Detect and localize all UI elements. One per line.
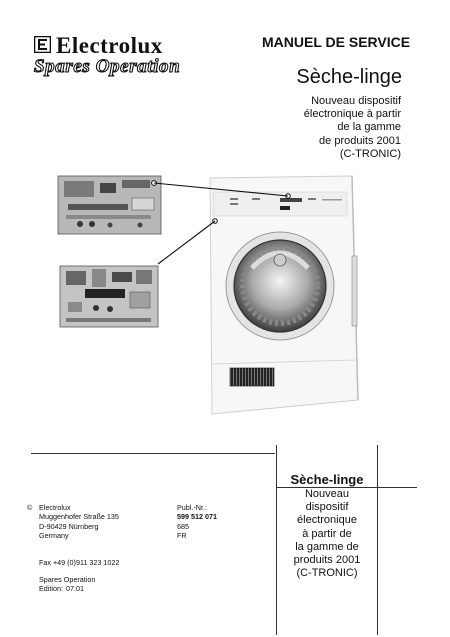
pub-code: 685 — [177, 521, 189, 531]
box-line: électronique — [297, 514, 357, 527]
box-line: Nouveau — [304, 488, 350, 500]
brand-name: Electrolux — [56, 33, 163, 58]
box-description — [278, 488, 376, 580]
box-rule — [377, 445, 378, 635]
manual-title: MANUEL DE SERVICE — [262, 34, 411, 50]
edition-label: Edition: — [39, 584, 63, 594]
description-line: de produits 2001 — [319, 134, 401, 147]
circuit-board-top — [58, 176, 161, 234]
box-line: produits 2001 — [293, 554, 361, 567]
footer-rule — [377, 487, 417, 488]
box-line: dispositif — [305, 501, 349, 514]
description-line: (C-TRONIC) — [339, 147, 401, 160]
brand-subtitle: Spares Operation — [34, 56, 181, 77]
circuit-board-bottom — [60, 266, 158, 327]
publication-info — [177, 503, 217, 541]
address-line: Muggenhofer Straße 135 — [39, 512, 119, 522]
fax-number: Fax +49 (0)911 323 1022 — [39, 558, 120, 567]
footer-rule — [31, 453, 275, 454]
pub-language: FR — [177, 531, 187, 541]
box-title: Sèche-linge — [290, 472, 364, 487]
box-line: à partir de — [302, 527, 352, 540]
box-rule — [276, 445, 277, 635]
pub-label: Publ.-Nr.: — [177, 503, 207, 512]
connector-line — [158, 221, 215, 264]
description-line: Nouveau dispositif — [311, 95, 401, 107]
address-line: Germany — [39, 531, 69, 541]
box-line: la gamme de — [295, 540, 359, 553]
address-line: D-90429 Nürnberg — [39, 521, 99, 531]
dryer-illustration — [40, 168, 420, 438]
pub-number: 599 512 071 — [177, 512, 217, 522]
product-title: Sèche-linge — [296, 66, 402, 88]
address-line: Electrolux — [39, 503, 71, 512]
copyright-symbol: © — [27, 503, 33, 512]
electrolux-logo-icon — [34, 36, 51, 53]
box-line: (C-TRONIC) — [296, 567, 358, 580]
org-line: Spares Operation — [39, 575, 96, 584]
edition-value: 07.01 — [66, 584, 84, 594]
product-description — [201, 95, 401, 161]
description-line: de la gamme — [337, 121, 401, 134]
edition-info — [39, 575, 95, 594]
description-line: électronique à partir — [303, 108, 401, 121]
dryer-appliance — [210, 176, 358, 414]
